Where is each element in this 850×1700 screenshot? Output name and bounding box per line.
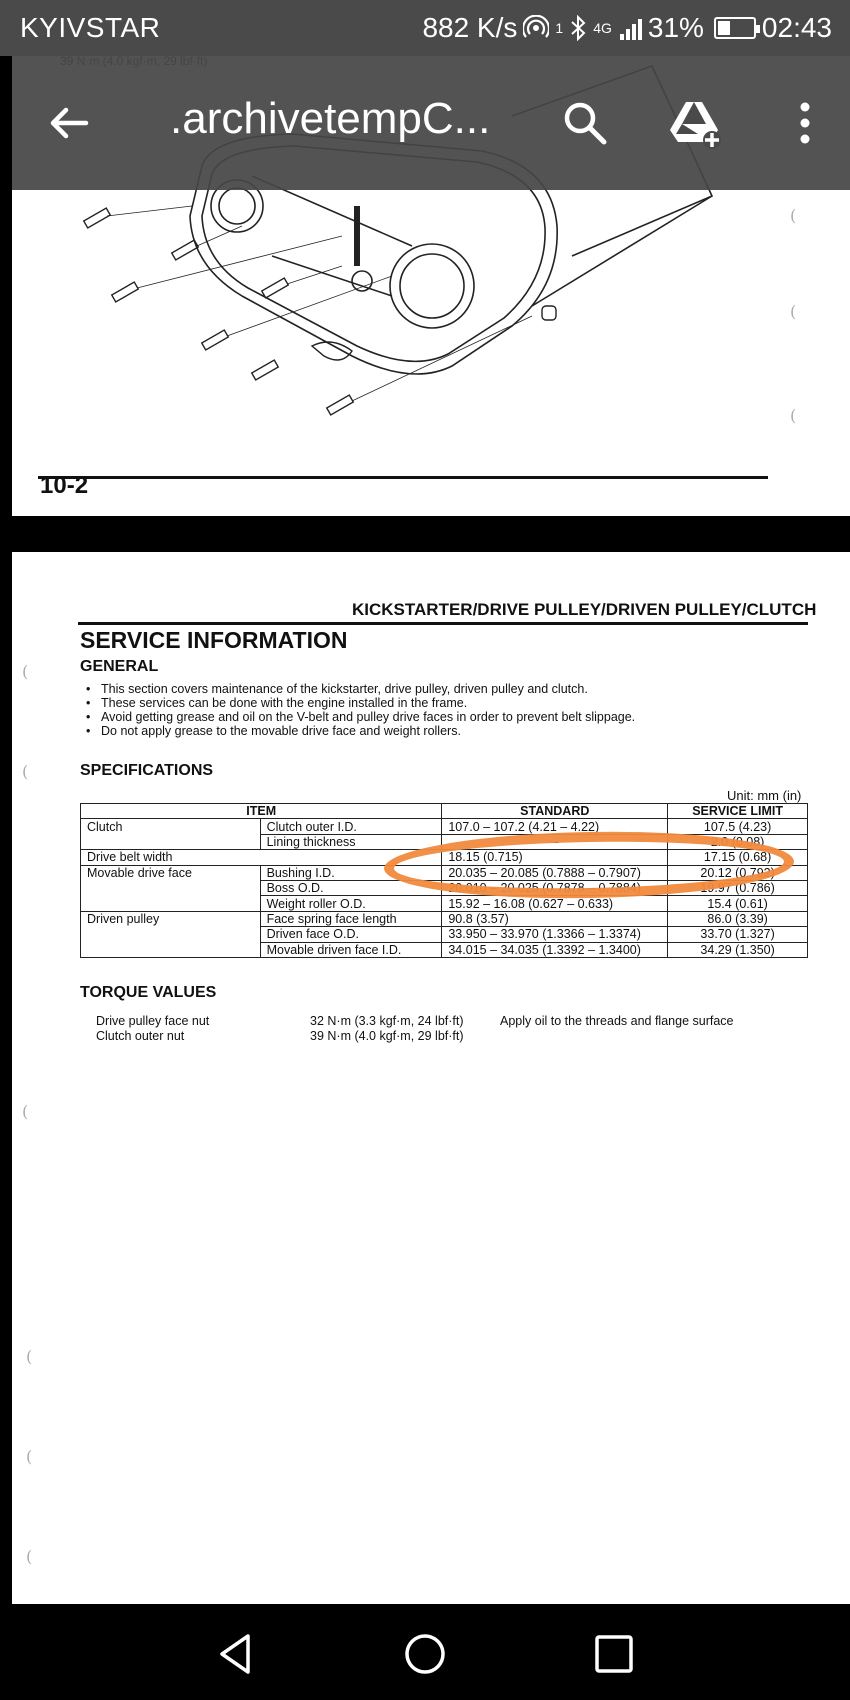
margin-mark: ( [790,302,797,321]
table-row [81,865,808,880]
row-group [81,927,261,942]
margin-mark: ( [22,662,29,681]
row-standard: 20.010 – 20.025 (0.7878 – 0.7884) [442,880,668,895]
margin-mark: ( [790,206,797,225]
signal-icon [620,16,642,40]
column-header: ITEM [81,804,442,819]
margin-mark: ( [22,1102,29,1121]
bullet-item: • This section covers maintenance of the kickstarter, drive pulley, driven pulley and clutch. [84,682,635,696]
table-row [81,927,808,942]
row-standard: – [442,834,668,849]
row-standard: 34.015 – 34.035 (1.3392 – 1.3400) [442,942,668,957]
search-icon[interactable] [560,98,610,148]
nav-home-icon[interactable] [397,1626,453,1682]
page-footer-rule [38,476,768,479]
row-group [81,942,261,957]
row-standard: 18.15 (0.715) [442,850,668,865]
unit-label: Unit: mm (in) [727,788,802,803]
row-group: Drive belt width [81,850,442,865]
status-bar [0,0,850,56]
margin-mark: ( [26,1547,33,1566]
hotspot-count: 1 [555,20,564,36]
section-title: KICKSTARTER/DRIVE PULLEY/DRIVEN PULLEY/CLUTCH [352,600,817,619]
clock: 02:43 [761,12,832,43]
row-item: Weight roller O.D. [260,896,442,911]
section-rule [78,622,808,625]
row-limit: 20.12 (0.792) [668,865,808,880]
row-item: Bushing I.D. [260,865,442,880]
page-heading: SERVICE INFORMATION [80,627,348,653]
row-standard: 107.0 – 107.2 (4.21 – 4.22) [442,819,668,834]
torque-item: Clutch outer nut [96,1029,185,1043]
row-group: Movable drive face [81,865,261,880]
bullet-item: • These services can be done with the engine installed in the frame. [84,696,635,710]
table-row [81,880,808,895]
column-header: STANDARD [442,804,668,819]
add-to-drive-icon[interactable] [668,96,722,150]
network-type: 4G [593,20,612,36]
table-row [81,942,808,957]
bluetooth-icon [569,15,587,41]
row-item: Movable driven face I.D. [260,942,442,957]
page-number: 10-2 [40,472,89,499]
row-standard: 90.8 (3.57) [442,911,668,926]
carrier-name: KYIVSTAR [20,12,161,43]
arrow-left-icon[interactable] [44,98,94,148]
document-content [12,552,850,1604]
row-limit: 2.0 (0.08) [668,834,808,849]
specifications-table [80,803,808,958]
bullet-item: • Avoid getting grease and oil on the V-belt and pulley drive faces in order to prevent belt slippage. [84,710,635,724]
row-item: Lining thickness [260,834,442,849]
torque-value: 32 N·m (3.3 kgf·m, 24 lbf·ft) [310,1014,464,1028]
row-group: Driven pulley [81,911,261,926]
row-standard: 33.950 – 33.970 (1.3366 – 1.3374) [442,927,668,942]
margin-mark: ( [26,1447,33,1466]
row-group: Clutch [81,819,261,834]
hotspot-icon [523,15,549,41]
torque-item: Drive pulley face nut [96,1014,210,1028]
row-item: Driven face O.D. [260,927,442,942]
row-limit: 107.5 (4.23) [668,819,808,834]
margin-mark: ( [22,762,29,781]
pdf-page-10-3 [12,552,850,1604]
network-speed: 882 K/s [422,12,518,43]
row-item: Face spring face length [260,911,442,926]
torque-heading: TORQUE VALUES [80,984,217,1001]
row-item: Boss O.D. [260,880,442,895]
app-toolbar [12,56,850,190]
row-standard: 15.92 – 16.08 (0.627 – 0.633) [442,896,668,911]
battery-icon [714,17,756,39]
row-limit: 34.29 (1.350) [668,942,808,957]
battery-percent: 31% [647,12,704,43]
navigation-bar [0,1606,850,1700]
table-row [81,819,808,834]
table-header-row [81,804,808,819]
document-title: .archivetempC... [170,94,491,143]
general-heading: GENERAL [80,658,159,675]
status-icons [422,12,832,44]
table-row [81,911,808,926]
column-header: SERVICE LIMIT [668,804,808,819]
row-limit: 86.0 (3.39) [668,911,808,926]
row-group [81,896,261,911]
margin-mark: ( [790,406,797,425]
row-group [81,834,261,849]
torque-value: 39 N·m (4.0 kgf·m, 29 lbf·ft) [310,1029,464,1043]
row-group [81,880,261,895]
specifications-heading: SPECIFICATIONS [80,762,214,779]
table-row [81,850,808,865]
general-bullets [84,682,635,738]
row-limit: 17.15 (0.68) [668,850,808,865]
row-limit: 15.4 (0.61) [668,896,808,911]
row-limit: 33.70 (1.327) [668,927,808,942]
nav-recents-icon[interactable] [586,1626,642,1682]
table-row [81,896,808,911]
nav-back-icon[interactable] [208,1626,264,1682]
row-limit: 19.97 (0.786) [668,880,808,895]
more-vert-icon[interactable] [790,98,820,148]
row-standard: 20.035 – 20.085 (0.7888 – 0.7907) [442,865,668,880]
table-row [81,834,808,849]
margin-mark: ( [26,1347,33,1366]
torque-note: Apply oil to the threads and flange surface [500,1014,734,1028]
row-item: Clutch outer I.D. [260,819,442,834]
bullet-item: • Do not apply grease to the movable drive face and weight rollers. [84,724,635,738]
